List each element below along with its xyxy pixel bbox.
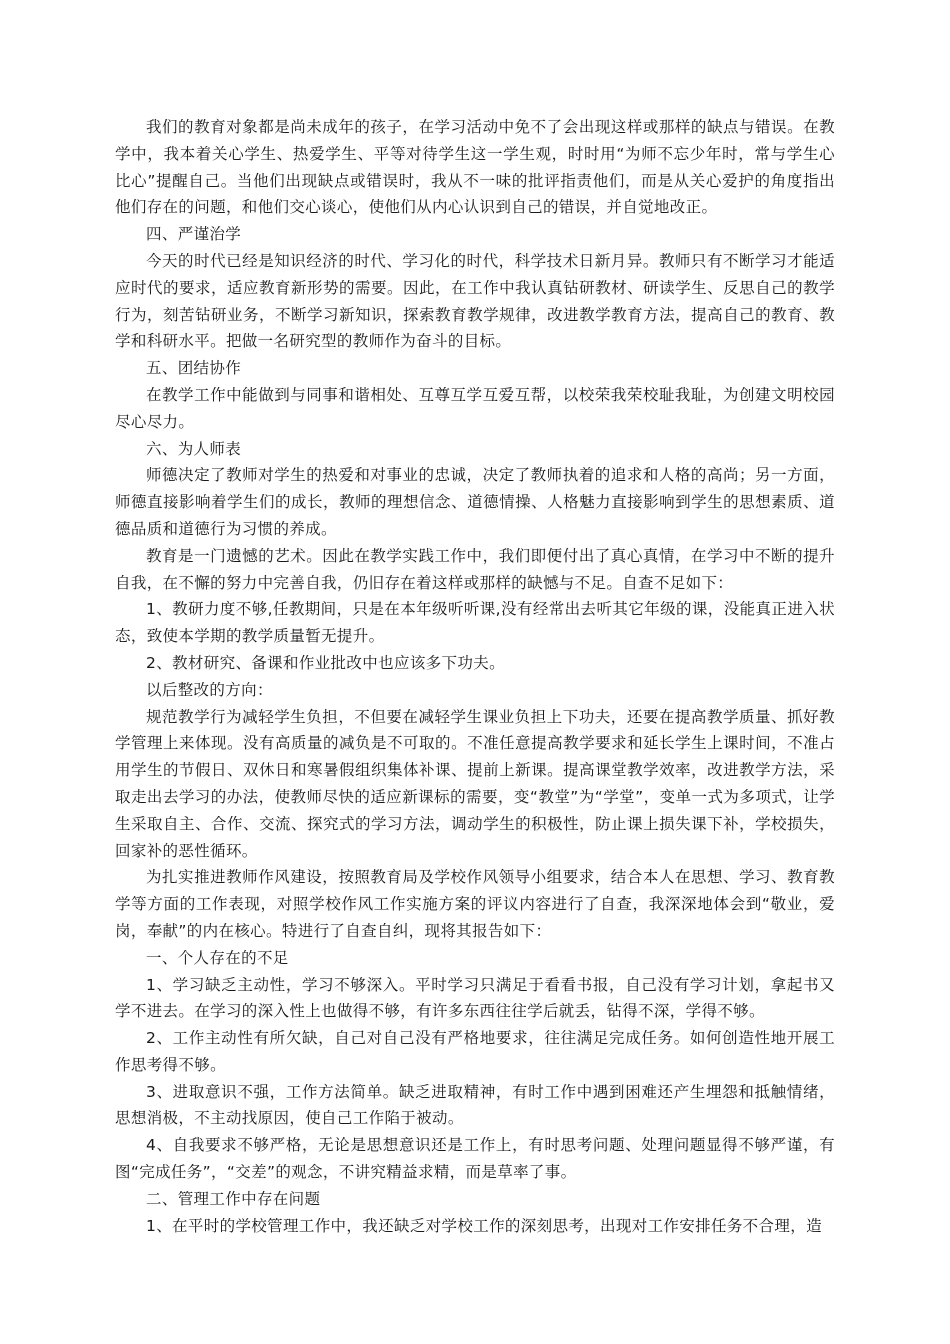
paragraph-regrets-self-check: 教育是一门遗憾的艺术。因此在教学实践工作中，我们即便付出了真心真情，在学习中不断的提升自我，在不懈的努力中完善自我，仍旧存在着这样或那样的缺憾与不足。自查不足如下： [115, 546, 835, 592]
list-item-shortcoming-3: 3、进取意识不强，工作方法简单。缺乏进取精神，有时工作中遇到困难还产生埋怨和抵触情绪，思想消极，不主动找原因，使自己工作陷于被动。 [115, 1082, 835, 1128]
heading-rigorous-scholarship: 四、严谨治学 [146, 225, 242, 244]
heading-management-problems: 二、管理工作中存在问题 [146, 1189, 321, 1208]
list-item-shortcoming-2: 2、工作主动性有所欠缺，自己对自己没有严格地要求，往往满足完成任务。如何创造性地开展工作思考得不够。 [115, 1029, 835, 1074]
list-item-deficiency-1: 1、教研力度不够,任教期间，只是在本年级听听课,没有经常出去听其它年级的课，没能真正进入状态，致使本学期的教学质量暂无提升。 [115, 600, 835, 646]
paragraph-style-construction-intro: 为扎实推进教师作风建设，按照教育局及学校作风领导小组要求，结合本人在思想、学习、教育教学等方面的工作表现，对照学校作风工作实施方案的评议内容进行了自查，我深深地体会到“敬业，爱岗，奉献”的内在核心。特进行了自查自纠，现将其报告如下： [115, 868, 835, 940]
paragraph-teamwork: 在教学工作中能做到与同事和谐相处、互尊互学互爱互帮，以校荣我荣校耻我耻，为创建文明校园尽心尽力。 [115, 385, 835, 431]
document-page [115, 114, 835, 1239]
paragraph-rigorous-scholarship: 今天的时代已经是知识经济的时代、学习化的时代，科学技术日新月异。教师只有不断学习才能适应时代的要求，适应教育新形势的需要。因此，在工作中我认真钻研教材、研读学生、反思自己的教学行为，刻苦钻研业务，不断学习新知识，探索教育教学规律，改进教学教育方法，提高自己的教育、教学和科研水平。把做一名研究型的教师作为奋斗的目标。 [115, 251, 835, 351]
heading-teamwork: 五、团结协作 [146, 359, 242, 378]
list-item-deficiency-2: 2、教材研究、备课和作业批改中也应该多下功夫。 [146, 653, 505, 672]
list-item-shortcoming-4: 4、自我要求不够严格，无论是思想意识还是工作上，有时思考问题、处理问题显得不够严谨，有图“完成任务”，“交差”的观念，不讲究精益求精，而是草率了事。 [115, 1136, 835, 1182]
paragraph-teacher-ethics: 师德决定了教师对学生的热爱和对事业的忠诚，决定了教师执着的追求和人格的高尚；另一方面，师德直接影响着学生们的成长，教师的理想信念、道德情操、人格魅力直接影响到学生的思想素质、道德品质和道德行为习惯的养成。 [115, 466, 835, 538]
paragraph-rectification-plan: 规范教学行为减轻学生负担，不但要在减轻学生课业负担上下功夫，还要在提高教学质量、抓好教学管理上来体现。没有高质量的减负是不可取的。不准任意提高教学要求和延长学生上课时间，不准占用学生的节假日、双休日和寒暑假组织集体补课、提前上新课。提高课堂教学效率，改进教学方法，采取走出去学习的办法，使教师尽快的适应新课标的需要，变“教堂”为“学堂”，变单一式为多项式，让学生采取自主、合作、交流、探究式的学习方法，调动学生的积极性，防止课上损失课下补，学校损失，回家补的恶性循环。 [115, 707, 835, 860]
heading-personal-shortcomings: 一、个人存在的不足 [146, 948, 289, 967]
list-item-management-problem-1: 1、在平时的学校管理工作中，我还缺乏对学校工作的深刻思考，出现对工作安排任务不合理，造 [146, 1216, 822, 1235]
heading-role-model: 六、为人师表 [146, 439, 242, 458]
paragraph-education-attitude: 我们的教育对象都是尚未成年的孩子，在学习活动中免不了会出现这样或那样的缺点与错误。在教学中，我本着关心学生、热爱学生、平等对待学生这一学生观，时时用“为师不忘少年时，常与学生心比心”提醒自己。当他们出现缺点或错误时，我从不一味的批评指责他们，而是从关心爱护的角度指出他们存在的问题，和他们交心谈心，使他们从内心认识到自己的错误，并自觉地改正。 [115, 118, 835, 217]
list-item-shortcoming-1: 1、学习缺乏主动性，学习不够深入。平时学习只满足于看看书报，自己没有学习计划，拿起书又学不进去。在学习的深入性上也做得不够，有许多东西往往学后就丢，钻得不深，学得不够。 [115, 975, 835, 1021]
heading-rectification-direction: 以后整改的方向： [146, 680, 273, 699]
